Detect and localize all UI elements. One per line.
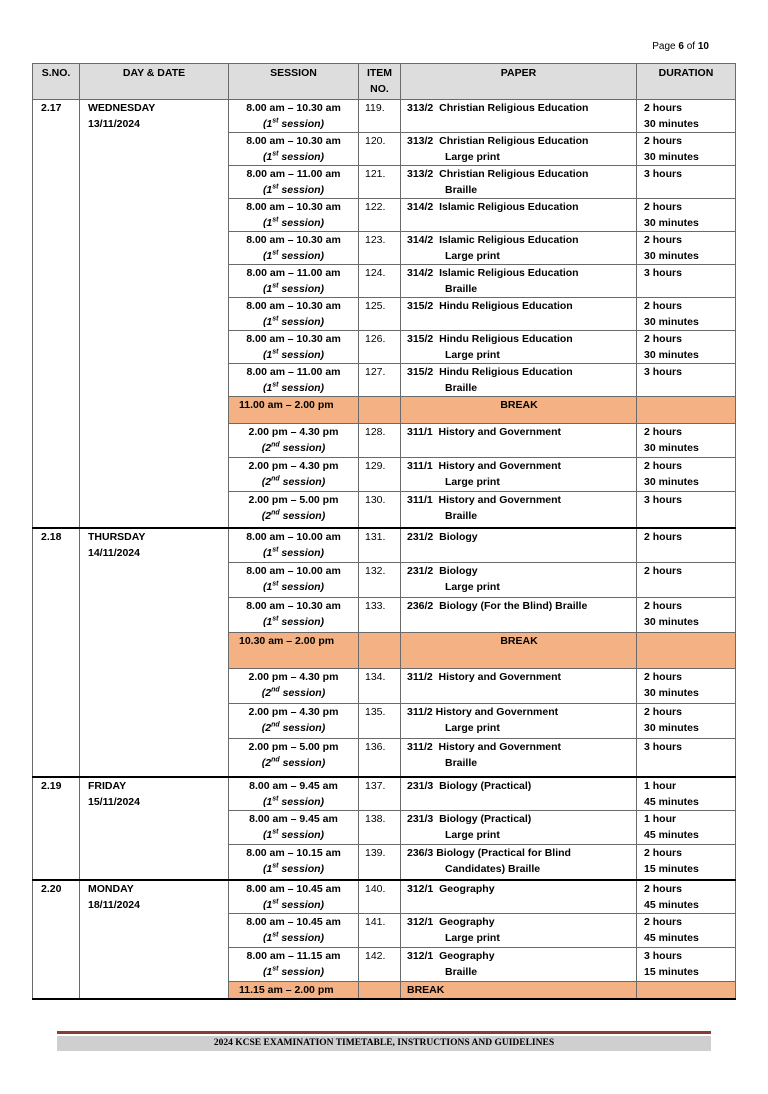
item-no-cell: 132. (359, 563, 401, 598)
duration-hours: 2 hours (644, 333, 682, 345)
item-no-cell: 139. (359, 845, 401, 880)
exam-date: 14/11/2024 (88, 546, 140, 559)
session-time: 8.00 am – 11.00 am (246, 366, 341, 378)
paper-variant: Large print (445, 722, 500, 734)
duration-hours: 2 hours (644, 530, 682, 543)
session-time: 8.00 am – 10.30 am (246, 135, 341, 147)
session-cell (229, 492, 359, 528)
item-no-cell: 125. (359, 298, 401, 331)
session-cell (229, 704, 359, 739)
session-label: (2nd session) (261, 509, 326, 522)
duration-cell (637, 265, 736, 298)
paper-variant: Large print (445, 250, 500, 262)
session-label: (2nd session) (261, 721, 326, 734)
paper-variant: Candidates) Braille (445, 863, 541, 875)
session-cell (229, 199, 359, 232)
duration-cell (637, 166, 736, 199)
session-cell (229, 166, 359, 199)
duration-minutes: 45 minutes (644, 932, 699, 944)
exam-timetable (32, 63, 736, 1000)
duration-cell (637, 298, 736, 331)
paper-title: 311/1 History and Government (407, 494, 562, 506)
duration-minutes: 30 minutes (644, 476, 699, 488)
session-time: 8.00 am – 11.00 am (246, 267, 341, 279)
duration-hours: 2 hours (644, 460, 682, 472)
paper-variant: Braille (445, 184, 478, 196)
item-no-cell: 122. (359, 199, 401, 232)
paper-variant: Braille (445, 966, 478, 978)
paper-cell (401, 914, 637, 948)
duration-hours: 2 hours (644, 671, 682, 683)
session-label: (1st session) (262, 117, 325, 130)
session-cell (229, 845, 359, 880)
paper-cell (401, 100, 637, 133)
paper-title: 311/1 History and Government (407, 426, 562, 438)
duration-hours: 3 hours (644, 950, 682, 962)
item-no-cell: 130. (359, 492, 401, 528)
paper-title: 314/2 Islamic Religious Education (407, 234, 579, 246)
session-label: (2nd session) (261, 686, 326, 699)
duration-cell (637, 880, 736, 914)
paper-cell (401, 298, 637, 331)
duration-cell (637, 424, 736, 458)
paper-title: 315/2 Hindu Religious Education (407, 333, 573, 345)
item-no-cell: 141. (359, 914, 401, 948)
duration-hours: 2 hours (644, 102, 682, 114)
duration-cell (637, 364, 736, 397)
paper-cell (401, 331, 637, 364)
paper-cell (401, 777, 637, 811)
session-label: (1st session) (262, 965, 325, 978)
paper-cell (401, 739, 637, 777)
duration-cell (637, 633, 736, 669)
session-label: (2nd session) (261, 441, 326, 454)
header-paper: PAPER (401, 64, 637, 100)
paper-title: 311/2 History and Government (407, 741, 562, 753)
session-cell (229, 563, 359, 598)
paper-title: 314/2 Islamic Religious Education (407, 201, 579, 213)
paper-title: 312/1 Geography (407, 950, 495, 962)
session-label: (1st session) (262, 931, 325, 944)
day-date-cell (80, 100, 229, 528)
item-no-cell: 119. (359, 100, 401, 133)
paper-cell (401, 199, 637, 232)
paper-title: 311/2 History and Government (407, 671, 562, 683)
table-header-row (33, 64, 736, 100)
session-label: (2nd session) (261, 756, 326, 769)
duration-minutes: 30 minutes (644, 349, 699, 361)
session-cell (229, 364, 359, 397)
duration-cell (637, 397, 736, 424)
exam-date: 15/11/2024 (88, 795, 140, 808)
duration-hours: 3 hours (644, 494, 682, 506)
session-label: (1st session) (262, 183, 325, 196)
duration-cell (637, 458, 736, 492)
duration-cell (637, 777, 736, 811)
duration-cell (637, 598, 736, 633)
paper-cell (401, 811, 637, 845)
duration-hours: 3 hours (644, 741, 682, 753)
header-item-no: ITEM NO. (359, 64, 401, 100)
item-no-cell: 136. (359, 739, 401, 777)
duration-cell (637, 704, 736, 739)
item-no-cell: 140. (359, 880, 401, 914)
item-no-cell: 127. (359, 364, 401, 397)
item-no-cell: 137. (359, 777, 401, 811)
session-time: 8.00 am – 11.00 am (246, 168, 341, 180)
day-date-cell (80, 777, 229, 880)
duration-hours: 2 hours (644, 201, 682, 213)
duration-cell (637, 739, 736, 777)
session-label: (1st session) (262, 546, 325, 559)
session-time: 2.00 pm – 4.30 pm (248, 460, 339, 472)
duration-minutes: 45 minutes (644, 898, 699, 911)
header-sno: S.NO. (33, 64, 80, 100)
session-time: 2.00 pm – 4.30 pm (248, 671, 339, 683)
paper-variant: Large print (445, 476, 500, 488)
paper-cell (401, 704, 637, 739)
duration-minutes: 30 minutes (644, 250, 699, 262)
duration-minutes: 30 minutes (644, 687, 699, 699)
paper-title: 313/2 Christian Religious Education (407, 135, 589, 147)
duration-minutes: 15 minutes (644, 863, 699, 875)
session-label: (1st session) (262, 348, 325, 361)
duration-minutes: 30 minutes (644, 616, 699, 628)
paper-cell (401, 458, 637, 492)
session-cell (229, 265, 359, 298)
session-cell (229, 100, 359, 133)
paper-cell (401, 424, 637, 458)
session-label: (1st session) (262, 381, 325, 394)
duration-cell (637, 331, 736, 364)
duration-minutes: 30 minutes (644, 217, 699, 229)
duration-cell (637, 845, 736, 880)
sno-cell: 2.19 (33, 777, 80, 880)
header-session: SESSION (229, 64, 359, 100)
break-time-cell: 11.15 am – 2.00 pm (229, 982, 359, 1000)
break-label-cell: BREAK (401, 982, 637, 1000)
duration-minutes: 30 minutes (644, 722, 699, 734)
session-time: 8.00 am – 10.30 am (246, 333, 341, 345)
item-no-cell: 128. (359, 424, 401, 458)
paper-title: 236/2 Biology (For the Blind) Braille (407, 600, 588, 612)
day-name: FRIDAY (88, 779, 127, 792)
session-time: 8.00 am – 9.45 am (249, 779, 338, 792)
page-total: 10 (697, 41, 709, 52)
duration-minutes: 45 minutes (644, 795, 699, 808)
duration-cell (637, 982, 736, 1000)
session-time: 2.00 pm – 5.00 pm (248, 494, 339, 506)
paper-cell (401, 364, 637, 397)
session-cell (229, 528, 359, 563)
session-label: (1st session) (262, 898, 325, 911)
item-no-cell: 142. (359, 948, 401, 982)
duration-hours: 2 hours (644, 916, 682, 928)
duration-cell (637, 914, 736, 948)
item-cell (359, 982, 401, 1000)
duration-cell (637, 492, 736, 528)
duration-cell (637, 669, 736, 704)
duration-hours: 3 hours (644, 267, 682, 279)
paper-variant: Large print (445, 151, 500, 163)
session-cell (229, 331, 359, 364)
footer-rule (57, 1031, 711, 1034)
session-cell (229, 880, 359, 914)
duration-cell (637, 199, 736, 232)
paper-title: 231/3 Biology (Practical) (407, 813, 532, 825)
session-label: (1st session) (262, 249, 325, 262)
duration-hours: 1 hour (644, 813, 677, 825)
duration-cell (637, 528, 736, 563)
paper-cell (401, 598, 637, 633)
table-row (33, 100, 736, 133)
session-cell (229, 232, 359, 265)
session-time: 8.00 am – 10.30 am (246, 201, 341, 213)
session-cell (229, 739, 359, 777)
paper-title: 315/2 Hindu Religious Education (407, 300, 573, 312)
duration-hours: 2 hours (644, 426, 682, 438)
duration-hours: 3 hours (644, 366, 682, 378)
session-label: (1st session) (262, 150, 325, 163)
session-label: (1st session) (262, 795, 325, 808)
break-label-cell: BREAK (401, 633, 637, 669)
table-row (33, 528, 736, 563)
session-cell (229, 669, 359, 704)
duration-cell (637, 563, 736, 598)
session-label: (1st session) (262, 282, 325, 295)
paper-cell (401, 669, 637, 704)
session-time: 8.00 am – 10.30 am (246, 300, 341, 312)
header-duration: DURATION (637, 64, 736, 100)
session-cell (229, 948, 359, 982)
paper-variant: Large print (445, 932, 500, 944)
item-no-cell: 135. (359, 704, 401, 739)
paper-variant: Braille (445, 382, 478, 394)
paper-title: 236/3 Biology (Practical for Blind (407, 847, 571, 859)
duration-cell (637, 811, 736, 845)
item-no-cell: 131. (359, 528, 401, 563)
paper-title: 311/1 History and Government (407, 460, 562, 472)
session-cell (229, 458, 359, 492)
session-cell (229, 424, 359, 458)
duration-hours: 2 hours (644, 706, 682, 718)
session-time: 8.00 am – 10.45 am (246, 882, 341, 895)
paper-title: 312/1 Geography (407, 916, 495, 928)
exam-date: 18/11/2024 (88, 898, 140, 911)
duration-minutes: 30 minutes (644, 442, 699, 454)
session-label: (1st session) (262, 615, 325, 628)
paper-title: 312/1 Geography (407, 882, 495, 895)
session-time: 8.00 am – 9.45 am (249, 813, 338, 825)
day-date-cell (80, 880, 229, 1000)
exam-date: 13/11/2024 (88, 118, 140, 130)
break-time-cell: 10.30 am – 2.00 pm (229, 633, 359, 669)
item-cell (359, 633, 401, 669)
paper-cell (401, 845, 637, 880)
duration-cell (637, 100, 736, 133)
session-cell (229, 298, 359, 331)
table-row (33, 880, 736, 914)
item-no-cell: 124. (359, 265, 401, 298)
paper-cell (401, 265, 637, 298)
session-time: 8.00 am – 10.30 am (246, 102, 341, 114)
paper-cell (401, 948, 637, 982)
session-time: 8.00 am – 10.30 am (246, 600, 341, 612)
session-label: (2nd session) (261, 475, 326, 488)
session-label: (1st session) (262, 216, 325, 229)
session-time: 8.00 am – 10.00 am (246, 565, 341, 577)
session-cell (229, 133, 359, 166)
session-label: (1st session) (262, 580, 325, 593)
duration-cell (637, 948, 736, 982)
paper-variant: Braille (445, 510, 478, 522)
duration-minutes: 30 minutes (644, 316, 699, 328)
session-label: (1st session) (262, 828, 325, 841)
item-cell (359, 397, 401, 424)
item-no-cell: 138. (359, 811, 401, 845)
paper-cell (401, 528, 637, 563)
session-time: 2.00 pm – 5.00 pm (248, 741, 339, 753)
break-time-cell: 11.00 am – 2.00 pm (229, 397, 359, 424)
paper-variant: Braille (445, 757, 478, 769)
paper-title: 231/2 Biology (407, 565, 478, 577)
item-no-cell: 134. (359, 669, 401, 704)
paper-title: 313/2 Christian Religious Education (407, 102, 589, 114)
duration-hours: 2 hours (644, 565, 682, 577)
session-cell (229, 598, 359, 633)
day-name: THURSDAY (88, 530, 146, 543)
sno-cell: 2.18 (33, 528, 80, 777)
paper-cell (401, 232, 637, 265)
item-no-cell: 120. (359, 133, 401, 166)
paper-title: 231/2 Biology (407, 530, 478, 543)
paper-title: 313/2 Christian Religious Education (407, 168, 589, 180)
session-time: 8.00 am – 11.15 am (246, 950, 341, 962)
duration-hours: 2 hours (644, 300, 682, 312)
duration-minutes: 30 minutes (644, 118, 699, 130)
item-no-cell: 129. (359, 458, 401, 492)
session-time: 8.00 am – 10.00 am (246, 530, 341, 543)
session-cell (229, 914, 359, 948)
session-time: 8.00 am – 10.15 am (246, 847, 341, 859)
duration-hours: 2 hours (644, 600, 682, 612)
day-date-cell (80, 528, 229, 777)
session-time: 2.00 pm – 4.30 pm (248, 426, 339, 438)
session-label: (1st session) (262, 862, 325, 875)
duration-cell (637, 232, 736, 265)
paper-title: 314/2 Islamic Religious Education (407, 267, 579, 279)
session-time: 8.00 am – 10.45 am (246, 916, 341, 928)
duration-hours: 1 hour (644, 779, 677, 792)
duration-hours: 3 hours (644, 168, 682, 180)
paper-cell (401, 492, 637, 528)
paper-variant: Large print (445, 829, 500, 841)
duration-hours: 2 hours (644, 234, 682, 246)
session-cell (229, 811, 359, 845)
header-day-date: DAY & DATE (80, 64, 229, 100)
item-no-cell: 121. (359, 166, 401, 199)
duration-hours: 2 hours (644, 135, 682, 147)
item-no-cell: 126. (359, 331, 401, 364)
page-current: 6 (678, 41, 684, 52)
paper-cell (401, 563, 637, 598)
duration-minutes: 45 minutes (644, 829, 699, 841)
sno-cell: 2.20 (33, 880, 80, 1000)
break-label-cell: BREAK (401, 397, 637, 424)
day-name: WEDNESDAY (88, 102, 156, 114)
paper-title: 311/2 History and Government (407, 706, 559, 718)
session-time: 8.00 am – 10.30 am (246, 234, 341, 246)
day-name: MONDAY (88, 882, 134, 895)
duration-minutes: 15 minutes (644, 966, 699, 978)
session-time: 2.00 pm – 4.30 pm (248, 706, 339, 718)
paper-cell (401, 133, 637, 166)
duration-hours: 2 hours (644, 847, 682, 859)
duration-minutes: 30 minutes (644, 151, 699, 163)
item-no-cell: 123. (359, 232, 401, 265)
paper-title: 231/3 Biology (Practical) (407, 779, 532, 792)
item-no-cell: 133. (359, 598, 401, 633)
session-label: (1st session) (262, 315, 325, 328)
table-row (33, 777, 736, 811)
duration-cell (637, 133, 736, 166)
sno-cell: 2.17 (33, 100, 80, 528)
paper-variant: Large print (445, 581, 500, 593)
paper-variant: Braille (445, 283, 478, 295)
session-cell (229, 777, 359, 811)
duration-hours: 2 hours (644, 882, 682, 895)
paper-title: 315/2 Hindu Religious Education (407, 366, 573, 378)
paper-cell (401, 880, 637, 914)
page-number: Page 6 of 10 (652, 41, 709, 52)
footer-title: 2024 KCSE EXAMINATION TIMETABLE, INSTRUCTIONS AND GUIDELINES (57, 1036, 711, 1051)
paper-cell (401, 166, 637, 199)
paper-variant: Large print (445, 349, 500, 361)
